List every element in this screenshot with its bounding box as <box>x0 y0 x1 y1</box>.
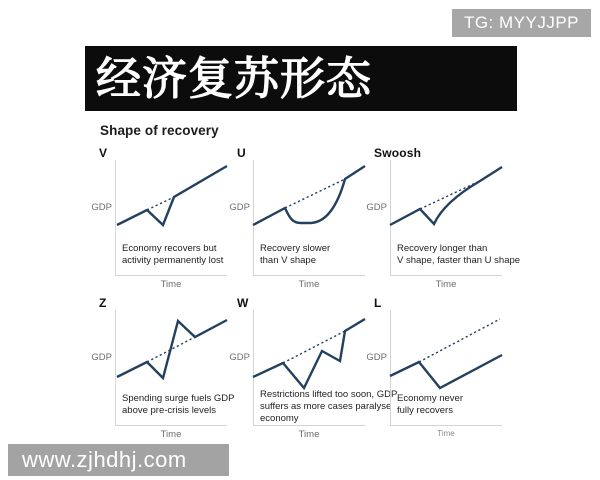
y-axis-label: GDP <box>91 202 112 213</box>
x-axis-label: Time <box>160 279 182 290</box>
chart-title: W <box>237 296 249 310</box>
y-axis-label: GDP <box>366 352 387 363</box>
chart-title: U <box>237 146 246 160</box>
chart-w <box>226 296 398 446</box>
x-axis-label: Time <box>435 279 457 290</box>
recovery-charts-grid <box>88 146 521 446</box>
figure-subtitle: Shape of recovery <box>100 123 219 138</box>
gdp-line <box>253 166 365 225</box>
gdp-line <box>253 319 365 388</box>
trend-dotted-line <box>419 319 500 362</box>
chart-title: V <box>99 146 108 160</box>
page-title: 经济复苏形态 <box>96 53 373 104</box>
chart-caption: Recovery longer than V shape, faster than U shape <box>397 243 521 266</box>
x-axis-label: Time <box>298 429 320 440</box>
tg-contact-badge: TG: MYYJJPP <box>452 9 591 37</box>
chart-caption: Spending surge fuels GDP above pre-crisis levels <box>122 393 235 416</box>
chart-l <box>363 296 501 446</box>
gdp-line <box>117 166 227 225</box>
chart-v <box>88 146 226 296</box>
website-watermark: www.zjhdhj.com <box>8 444 229 476</box>
x-axis-label: Time <box>437 429 455 438</box>
x-axis-label: Time <box>298 279 320 290</box>
chart-swoosh <box>363 146 521 296</box>
gdp-line <box>117 320 227 378</box>
chart-title: Z <box>99 296 107 310</box>
chart-z <box>88 296 235 446</box>
chart-caption: Economy never fully recovers <box>397 393 464 416</box>
y-axis-label: GDP <box>229 202 250 213</box>
chart-title: L <box>374 296 382 310</box>
chart-title: Swoosh <box>374 146 422 160</box>
chart-caption: Recovery slower than V shape <box>260 243 331 266</box>
gdp-line <box>390 167 502 225</box>
chart-caption: Restrictions lifted too soon, GDP suffers as more cases paralyse economy <box>260 389 398 424</box>
chart-u <box>226 146 364 296</box>
y-axis-label: GDP <box>229 352 250 363</box>
y-axis-label: GDP <box>366 202 387 213</box>
gdp-line <box>390 355 502 388</box>
title-banner <box>85 46 517 111</box>
y-axis-label: GDP <box>91 352 112 363</box>
chart-caption: Economy recovers but activity permanently lost <box>122 243 224 266</box>
x-axis-label: Time <box>160 429 182 440</box>
